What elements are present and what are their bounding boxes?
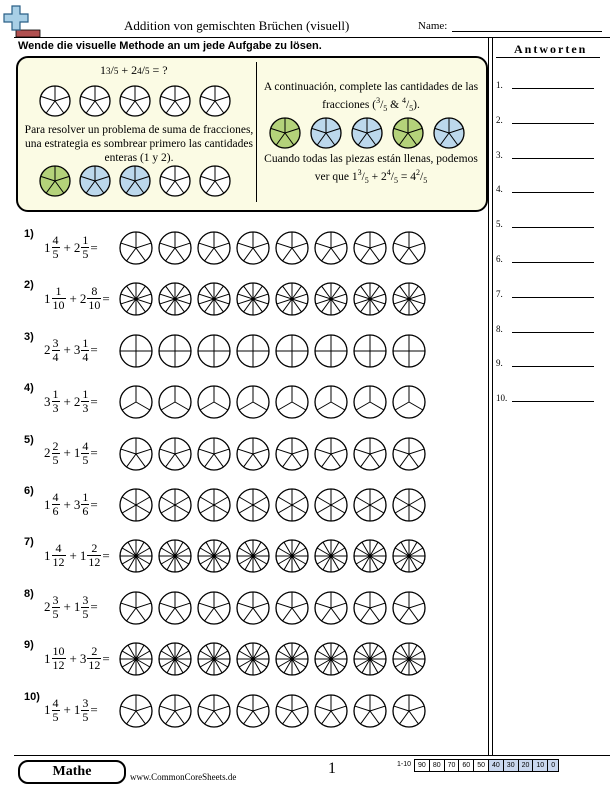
fraction (87, 285, 101, 312)
fraction (52, 542, 66, 569)
equals-sign: = (90, 342, 98, 358)
numerator: 3 (82, 592, 89, 607)
whole-number: 1 (44, 547, 51, 563)
fraction-circle[interactable] (393, 335, 425, 367)
fraction-circle[interactable] (354, 592, 386, 624)
fraction-circle[interactable] (354, 643, 386, 675)
denominator: 10 (88, 298, 101, 313)
fraction-circle[interactable] (315, 643, 347, 675)
score-cell: 0 (547, 759, 559, 772)
score-cell: 30 (503, 759, 519, 772)
name-label: Name: (418, 20, 448, 32)
problem-number: 2) (24, 279, 34, 292)
plus-sign: + (69, 290, 77, 306)
fraction-circles (118, 436, 438, 476)
fraction (52, 234, 60, 261)
numerator: 3 (52, 335, 59, 350)
answer-field[interactable] (512, 332, 594, 333)
fraction-circle[interactable] (237, 643, 269, 675)
problem-number: 4) (24, 382, 34, 395)
example-pies-filled (268, 116, 478, 150)
fraction-circle[interactable] (393, 386, 425, 418)
denominator: 5 (52, 709, 59, 724)
fraction-circle[interactable] (159, 695, 191, 727)
plus-sign: + (69, 650, 77, 666)
numerator: 4 (137, 65, 142, 76)
problem-equation (44, 234, 98, 261)
plus-sign: + (121, 63, 129, 77)
fraction-circles (118, 281, 438, 321)
page-number: 1 (328, 760, 336, 777)
fraction (52, 645, 66, 672)
problem-equation (44, 491, 98, 518)
problem-equation (44, 594, 98, 621)
fraction-circles (118, 487, 438, 527)
whole-number: 3 (73, 342, 81, 358)
fraction-circle[interactable] (120, 643, 152, 675)
whole-number: 2 (44, 599, 51, 615)
whole-number: 1 (44, 290, 51, 306)
numerator: 2 (87, 542, 101, 556)
fraction-circle[interactable] (198, 643, 230, 675)
fraction-circle[interactable] (237, 232, 269, 264)
fraction-circle[interactable] (354, 489, 386, 521)
fraction-circle[interactable] (198, 335, 230, 367)
answer-field[interactable] (512, 158, 594, 159)
fraction-circle[interactable] (159, 540, 191, 572)
denominator: 5 (383, 104, 388, 114)
answer-field[interactable] (512, 192, 594, 193)
problem-equation (44, 542, 110, 569)
example-circle[interactable] (80, 86, 110, 116)
numerator: 4 (401, 96, 406, 105)
fraction (81, 440, 89, 467)
fraction-circle[interactable] (276, 232, 308, 264)
fraction-circle[interactable] (237, 695, 269, 727)
fraction-circles (118, 230, 438, 270)
example-left-text: Para resolver un problema de suma de fracciones, una estrategia es sombrear primero las cantidades enteras (1 y 2). (24, 124, 254, 164)
fraction-circle[interactable] (276, 592, 308, 624)
fraction-circles (118, 538, 438, 578)
fraction-circle[interactable] (237, 438, 269, 470)
example-circle[interactable] (120, 166, 150, 196)
score-cell: 50 (473, 759, 489, 772)
fraction-circle[interactable] (237, 489, 269, 521)
fraction-circle[interactable] (276, 643, 308, 675)
problem-number: 10) (24, 690, 40, 703)
fraction-circle[interactable] (393, 540, 425, 572)
whole-number: 3 (44, 393, 51, 409)
fraction-circle[interactable] (237, 335, 269, 367)
numerator: 8 (87, 285, 101, 299)
plus-sign: + (63, 445, 71, 461)
fraction-circle[interactable] (120, 232, 152, 264)
equals-sign: = (102, 290, 110, 306)
fraction (81, 388, 89, 415)
subject-badge: Mathe (18, 760, 126, 784)
problem-equation (44, 440, 98, 467)
score-cell: 90 (414, 759, 430, 772)
problem-number: 6) (24, 485, 34, 497)
whole-number: 1 (73, 445, 81, 461)
fraction-circle[interactable] (315, 592, 347, 624)
fraction (81, 337, 89, 364)
numerator: 4 (52, 490, 59, 504)
fraction-circle[interactable] (198, 695, 230, 727)
equals-sign: = (90, 239, 98, 255)
fraction (52, 388, 60, 415)
denominator: 5 (82, 606, 89, 621)
numerator: 2 (87, 645, 101, 659)
example-conclusion: Cuando todas las piezas están llenas, podemos ver que $1^3/_5 + 2^4/_5 = 4^2/_5$ (264, 153, 478, 186)
fraction-circle[interactable] (393, 695, 425, 727)
denominator: 4 (52, 349, 59, 364)
example-circle[interactable] (352, 118, 382, 148)
fraction-circle[interactable] (315, 438, 347, 470)
example-pies-wholes (38, 164, 238, 198)
plus-sign: + (63, 599, 71, 615)
fraction-circle[interactable] (237, 386, 269, 418)
header-divider (14, 37, 610, 38)
fraction-circle[interactable] (315, 695, 347, 727)
fraction-circles (118, 384, 438, 424)
example-circle[interactable] (160, 166, 190, 196)
fraction-circle[interactable] (393, 232, 425, 264)
problem-equation (44, 285, 110, 312)
answer-label: 7. (496, 288, 503, 299)
whole-number: 2 (79, 290, 87, 306)
fraction-circle[interactable] (198, 232, 230, 264)
numerator: 1 (82, 387, 89, 402)
problem-equation (44, 388, 98, 415)
equals-question: = ? (152, 63, 168, 77)
whole-number: 2 (44, 342, 51, 358)
denominator: 4 (82, 349, 89, 364)
fraction-circle[interactable] (276, 283, 308, 315)
answers-title: Antworten (514, 42, 588, 56)
fraction-circle[interactable] (354, 695, 386, 727)
fraction-circle[interactable] (198, 386, 230, 418)
fraction-circle[interactable] (315, 386, 347, 418)
answer-field[interactable] (512, 262, 594, 263)
fraction (52, 697, 60, 724)
equals-sign: = (90, 702, 98, 718)
fraction-circle[interactable] (276, 695, 308, 727)
answer-field[interactable] (512, 88, 594, 89)
fraction-circle[interactable] (315, 489, 347, 521)
denominator: 5 (82, 247, 89, 261)
denominator: 5 (409, 104, 414, 114)
fraction (81, 234, 89, 261)
numerator: 3 (376, 96, 381, 105)
example-circle[interactable] (40, 166, 70, 196)
fraction-circle[interactable] (354, 283, 386, 315)
problem-equation (44, 697, 98, 724)
fraction-circle[interactable] (198, 540, 230, 572)
fraction-circle[interactable] (354, 386, 386, 418)
fraction-circle[interactable] (120, 540, 152, 572)
example-circle[interactable] (120, 86, 150, 116)
score-cell: 40 (488, 759, 504, 772)
equals-sign: = (90, 599, 98, 615)
fraction-circle[interactable] (159, 438, 191, 470)
whole-number: 2 (73, 393, 81, 409)
fraction (87, 542, 101, 569)
whole-number: 2 (131, 63, 138, 77)
equals-sign: = (102, 547, 110, 563)
score-table (398, 759, 559, 772)
problem-equation (44, 337, 98, 364)
equals-sign: = (90, 496, 98, 512)
fraction-circle[interactable] (354, 540, 386, 572)
fraction-circle[interactable] (159, 283, 191, 315)
fraction-circle[interactable] (159, 489, 191, 521)
denominator: 12 (52, 555, 65, 570)
fraction-circle[interactable] (159, 232, 191, 264)
numerator: 4 (52, 233, 59, 247)
example-divider (256, 62, 257, 202)
answer-label: 5. (496, 219, 503, 230)
equals-sign: = (102, 650, 110, 666)
denominator: 5 (52, 452, 59, 467)
denominator: 10 (52, 298, 65, 313)
problem-number: 3) (24, 330, 34, 343)
plus-sign: + (63, 496, 71, 512)
whole-number: 2 (44, 445, 51, 461)
answer-label: 2. (496, 114, 503, 125)
website-link[interactable]: www.CommonCoreSheets.de (130, 772, 237, 782)
example-circle[interactable] (80, 166, 110, 196)
equals-sign: = (90, 393, 98, 409)
denominator: 5 (52, 247, 59, 261)
whole-number: 3 (73, 496, 81, 512)
fraction-circle[interactable] (354, 335, 386, 367)
example-pies-blank (38, 84, 238, 118)
answer-field[interactable] (512, 123, 594, 124)
example-circle[interactable] (270, 118, 300, 148)
logo-plus-icon (2, 4, 42, 38)
fraction (52, 440, 60, 467)
fraction-circle[interactable] (276, 540, 308, 572)
fraction-circle[interactable] (198, 489, 230, 521)
fraction-circle[interactable] (237, 592, 269, 624)
whole-number: 1 (44, 239, 51, 255)
whole-number: 1 (73, 702, 81, 718)
fraction-circle[interactable] (198, 283, 230, 315)
score-cell: 80 (429, 759, 445, 772)
score-cell: 70 (444, 759, 460, 772)
fraction-circle[interactable] (276, 438, 308, 470)
column-divider (492, 37, 493, 755)
fraction-circles (118, 641, 438, 681)
answer-label: 1. (496, 80, 503, 90)
fraction-circle[interactable] (354, 232, 386, 264)
example-circle[interactable] (200, 166, 230, 196)
answer-label: 9. (496, 358, 503, 369)
denominator: 5 (82, 709, 89, 724)
numerator: 1 (82, 335, 89, 350)
numerator: 10 (52, 644, 65, 659)
score-label: 1-10 (397, 761, 412, 768)
answer-field[interactable] (512, 366, 594, 367)
plus-sign: + (63, 239, 71, 255)
example-circle[interactable] (200, 86, 230, 116)
denominator: 12 (52, 658, 65, 673)
score-cell: 60 (458, 759, 474, 772)
fraction-circle[interactable] (120, 695, 152, 727)
numerator: 1 (52, 285, 66, 299)
whole-number: 1 (79, 547, 87, 563)
footer-divider (14, 755, 610, 756)
problem-equation (44, 645, 110, 672)
fraction-circle[interactable] (393, 438, 425, 470)
plus-sign: + (63, 393, 71, 409)
denominator: 5 (82, 452, 89, 467)
example-circle[interactable] (434, 118, 464, 148)
answer-label: 6. (496, 254, 503, 264)
fraction (81, 594, 89, 621)
fraction (87, 645, 101, 672)
numerator: 4 (52, 542, 66, 556)
fraction-circle[interactable] (120, 592, 152, 624)
instructions: Wende die visuelle Methode an um jede Aufgabe zu lösen. (18, 40, 322, 52)
equals-sign: = (90, 445, 98, 461)
fraction-circle[interactable] (120, 283, 152, 315)
whole-number: 1 (44, 496, 51, 512)
whole-number: 1 (73, 599, 81, 615)
fraction-circle[interactable] (393, 592, 425, 624)
fraction (52, 491, 60, 518)
denominator: 5 (113, 65, 119, 76)
fraction-circles (118, 333, 438, 373)
numerator: 3 (106, 65, 111, 76)
fraction-circle[interactable] (276, 335, 308, 367)
answer-label: 10. (496, 393, 508, 404)
column-divider (488, 37, 489, 755)
problem-number: 7) (24, 536, 34, 549)
fraction-circle[interactable] (315, 283, 347, 315)
fraction (81, 491, 89, 518)
fraction-circle[interactable] (354, 438, 386, 470)
fraction-circle[interactable] (276, 386, 308, 418)
answer-label: 3. (496, 149, 503, 160)
fraction-circle[interactable] (198, 592, 230, 624)
numerator: 4 (82, 438, 89, 453)
example-circle[interactable] (40, 86, 70, 116)
fraction-circle[interactable] (276, 489, 308, 521)
fraction-circle[interactable] (159, 643, 191, 675)
fraction-circle[interactable] (393, 283, 425, 315)
numerator: 3 (52, 592, 59, 607)
numerator: 4 (52, 695, 59, 710)
fraction-circle[interactable] (120, 386, 152, 418)
denominator: 5 (52, 606, 59, 621)
fraction-circle[interactable] (315, 335, 347, 367)
fraction-circle[interactable] (159, 592, 191, 624)
fraction-circle[interactable] (315, 232, 347, 264)
answer-field[interactable] (512, 401, 594, 402)
answer-field[interactable] (512, 227, 594, 228)
fraction-circles (118, 693, 438, 733)
numerator: 1 (52, 387, 59, 402)
score-cell: 10 (532, 759, 548, 772)
whole-number: 2 (73, 239, 81, 255)
numerator: 3 (82, 695, 89, 710)
answer-label: 4. (496, 184, 503, 195)
problem-number: 1) (24, 228, 34, 240)
plus-sign: + (63, 342, 71, 358)
fraction (52, 594, 60, 621)
score-cell: 20 (518, 759, 534, 772)
problem-number: 5) (24, 433, 34, 446)
denominator: 6 (82, 504, 89, 518)
fraction-circle[interactable] (393, 643, 425, 675)
name-field[interactable] (452, 31, 602, 32)
problem-number: 8) (24, 587, 34, 600)
fraction-circle[interactable] (120, 489, 152, 521)
fraction-circle[interactable] (237, 540, 269, 572)
problem-number: 9) (24, 639, 34, 652)
answers-divider (496, 57, 600, 58)
fraction-circle[interactable] (237, 283, 269, 315)
fraction-circle[interactable] (198, 438, 230, 470)
denominator: 12 (88, 555, 101, 570)
denominator: 5 (144, 65, 150, 76)
example-right-text: A continuación, complete las cantidades de las fracciones ($^3/_5$ & $^4/_5$). (263, 81, 479, 114)
numerator: 1 (82, 490, 89, 504)
fraction (52, 285, 66, 312)
whole-number: 1 (100, 63, 106, 77)
example-circle[interactable] (393, 118, 423, 148)
fraction-circle[interactable] (159, 335, 191, 367)
numerator: 2 (52, 438, 59, 453)
answer-label: 8. (496, 323, 503, 334)
plus-sign: + (63, 702, 71, 718)
numerator: 1 (82, 233, 89, 247)
whole-number: 3 (79, 650, 87, 666)
whole-number: 1 (44, 702, 51, 718)
denominator: 6 (52, 504, 59, 518)
denominator: 12 (88, 658, 101, 673)
fraction (81, 697, 89, 724)
example-circle[interactable] (311, 118, 341, 148)
plus-sign: + (69, 547, 77, 563)
fraction-circle[interactable] (120, 438, 152, 470)
fraction-circle[interactable] (315, 540, 347, 572)
page-title: Addition von gemischten Brüchen (visuell) (124, 18, 350, 33)
whole-number: 1 (44, 650, 51, 666)
example-problem: 1 3 / 5 + 2 4 / 5 = ? (100, 63, 168, 77)
denominator: 3 (52, 401, 59, 416)
example-circle[interactable] (160, 86, 190, 116)
answer-field[interactable] (512, 297, 594, 298)
fraction-circle[interactable] (120, 335, 152, 367)
denominator: 3 (82, 401, 89, 416)
fraction-circle[interactable] (159, 386, 191, 418)
fraction (52, 337, 60, 364)
fraction-circle[interactable] (393, 489, 425, 521)
fraction-circles (118, 590, 438, 630)
